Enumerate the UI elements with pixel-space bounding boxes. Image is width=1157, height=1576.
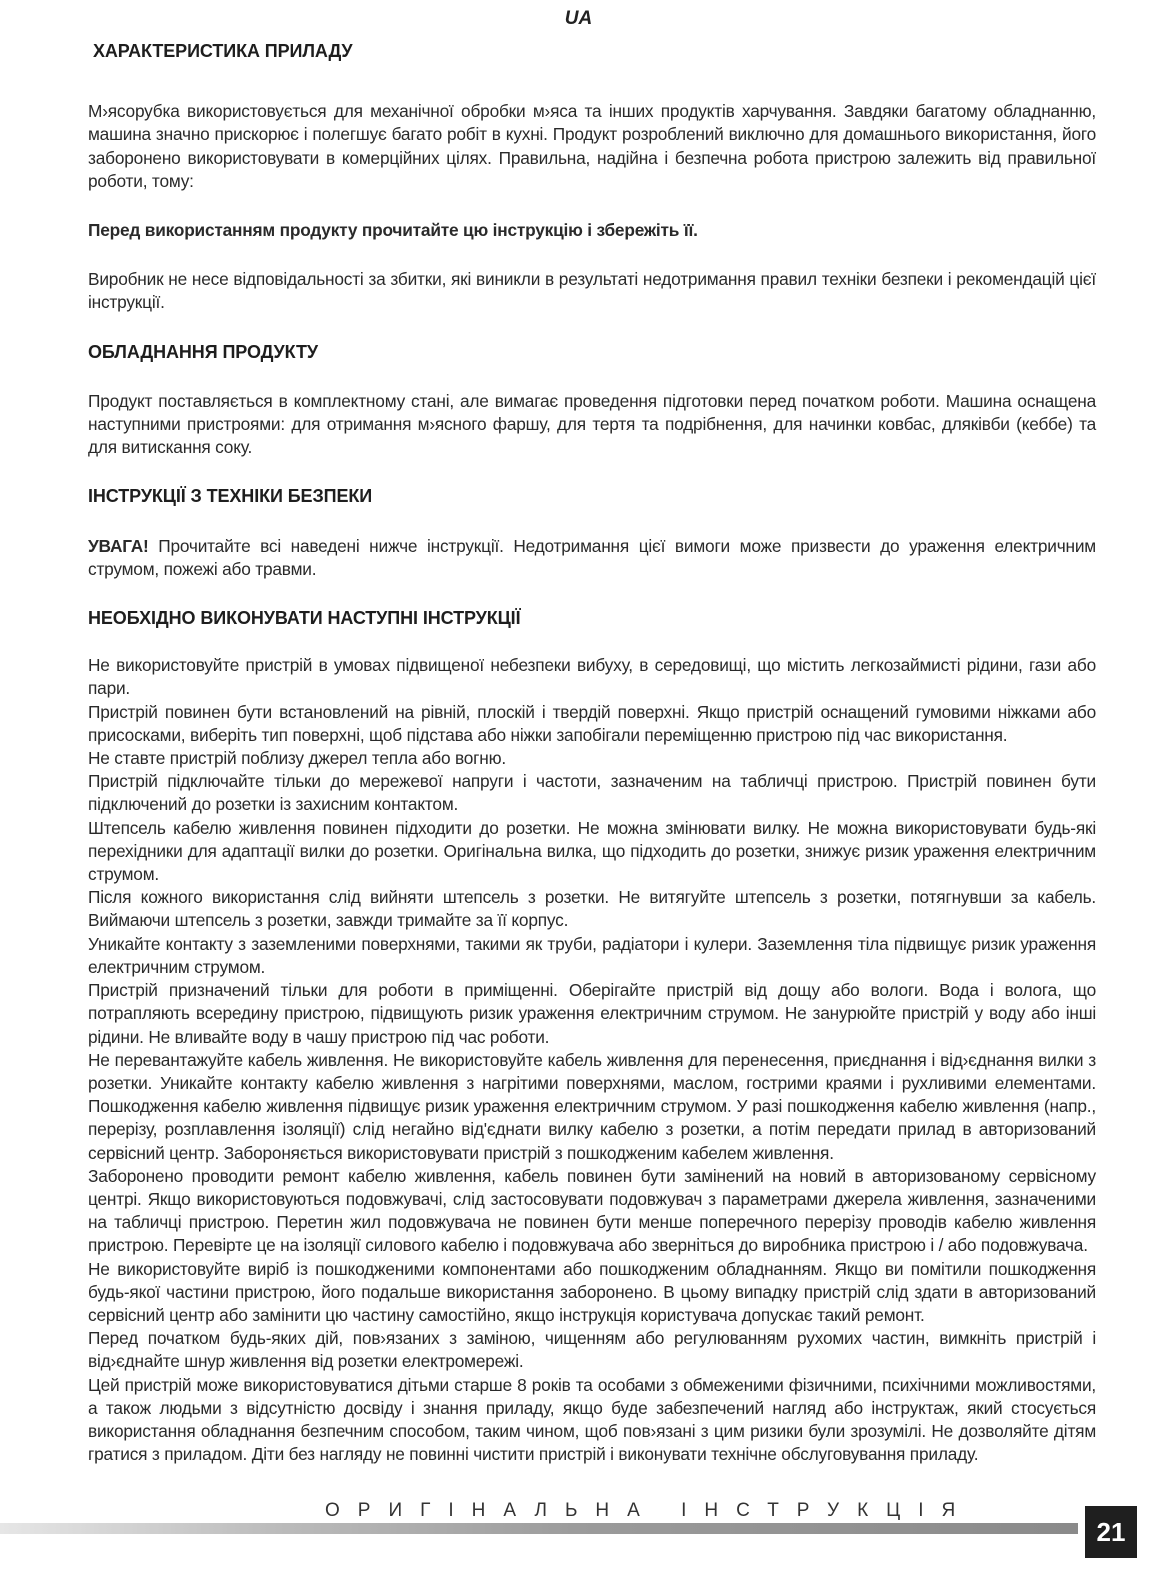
footer-title: ОРИГІНАЛЬНА ІНСТРУКЦІЯ [325, 1500, 974, 1521]
document-body [88, 40, 1096, 1466]
language-label: UA [564, 8, 593, 29]
instruction-item: Цей пристрій може використовуватися дітьми старше 8 років та особами з обмеженими фізичними, психічними можливостями, а також людьми з відсутністю досвіду і знання приладу, якщо буде забезпечений нагляд або інструктаж, який стосується використання обладнання безпечним способом, таким чином, щоб пов›язані з цим ризики були зрозумілі. Не дозволяйте дітям гратися з приладом. Діти без нагляду не повинні чистити пристрій і виконувати технічне обслуговування приладу. [88, 1374, 1096, 1465]
instruction-item: Не використовуйте пристрій в умовах підвищеної небезпеки вибуху, в середовищі, що містить легкозаймисті рідини, гази або пари. [88, 655, 1096, 699]
footer-bar [0, 1523, 1078, 1534]
instructions-list [88, 654, 1096, 1466]
instruction-item: Пристрій підключайте тільки до мережевої напруги і частоти, зазначеним на табличці пристрою. Пристрій повинен бути підключений до розетки із захисним контактом. [88, 771, 1096, 815]
warning-label: УВАГА! [88, 535, 149, 556]
instruction-item: Уникайте контакту з заземленими поверхнями, такими як труби, радіатори і кулери. Заземлення тіла підвищує ризик ураження електричним струмом. [88, 933, 1096, 977]
manufacturer-liability-paragraph: Виробник не несе відповідальності за збитки, які виникли в результаті недотримання правил техніки безпеки і рекомендацій цієї інструкції. [88, 269, 1096, 313]
equipment-paragraph: Продукт поставляється в комплектному стані, але вимагає проведення підготовки перед початком роботи. Машина оснащена наступними пристроями: для отримання м›ясного фаршу, для тертя та подрібнення, для начинки ковбас, дляківби (кеббе) та для витискання соку. [88, 390, 1096, 458]
page-number: 21 [1085, 1506, 1137, 1558]
section-title-characteristics: ХАРАКТЕРИСТИКА ПРИЛАДУ [93, 41, 353, 61]
instruction-item: Не ставте пристрій поблизу джерел тепла або вогню. [88, 748, 506, 769]
section-title-instructions: НЕОБХІДНО ВИКОНУВАТИ НАСТУПНІ ІНСТРУКЦІЇ [88, 608, 521, 629]
instruction-item: Пристрій призначений тільки для роботи в приміщенні. Оберігайте пристрій від дощу або вологи. Вода і волога, що потрапляють всередину пристрою, підвищують ризик ураження електричним струмом. Не занурюйте пристрій у воду або інші рідини. Не вливайте воду в чашу пристрою під час роботи. [88, 980, 1096, 1047]
instruction-item: Заборонено проводити ремонт кабелю живлення, кабель повинен бути замінений на новий в авторизованому сервісному центрі. Якщо використовуються подовжувачі, слід застосовувати подовжувач з параметрами джерела живлення, зазначеними на табличці пристрою. Перетин жил подовжувача не повинен бути менше поперечного перерізу проводів кабелю живлення пристрою. Перевірте це на ізоляції силового кабелю і подовжувача або зверніться до виробника пристрою і / або подовжувача. [88, 1165, 1096, 1256]
warning-text: Прочитайте всі наведені нижче інструкції. Недотримання цієї вимоги може призвести до ураження електричним струмом, пожежі або травми. [88, 535, 1096, 579]
warning-paragraph [88, 535, 1096, 581]
instruction-item: Після кожного використання слід вийняти штепсель з розетки. Не витягуйте штепсель з розетки, потягнувши за кабель. Виймаючи штепсель з розетки, завжди тримайте за її корпус. [88, 887, 1096, 931]
section-title-equipment: ОБЛАДНАННЯ ПРОДУКТУ [88, 341, 318, 362]
characteristics-paragraph: М›ясорубка використовується для механічної обробки м›яса та інших продуктів харчування. Завдяки багатому обладнанню, машина значно прискорює і полегшує багато робіт в кухні. Продукт розроблений виключно для домашнього використання, його заборонено використовувати в комерційних цілях. Правильна, надійна і безпечна робота пристрою залежить від правильної роботи, тому: [88, 101, 1096, 191]
read-instructions-note: Перед використанням продукту прочитайте цю інструкцію і збережіть її. [88, 220, 698, 241]
instruction-item: Не перевантажуйте кабель живлення. Не використовуйте кабель живлення для перенесення, приєднання і від›єднання вилки з розетки. Уникайте контакту кабелю живлення з нагрітими поверхнями, маслом, гострими краями і рухливими елементами. Пошкодження кабелю живлення підвищує ризик ураження електричним струмом. У разі пошкодження кабелю живлення (напр., перерізу, розплавлення ізоляції) слід негайно від'єднати вилку кабелю з розетки, а потім передати прилад в авторизований сервісний центр. Забороняється використовувати пристрій з пошкодженим кабелем живлення. [88, 1049, 1096, 1163]
instruction-item: Перед початком будь-яких дій, пов›язаних з заміною, чищенням або регулюванням рухомих частин, вимкніть пристрій і від›єднайте шнур живлення від розетки електромережі. [88, 1328, 1096, 1372]
instruction-item: Штепсель кабелю живлення повинен підходити до розетки. Не можна змінювати вилку. Не можна використовувати будь-які перехідники для адаптації вилки до розетки. Оригінальна вилка, що підходить до розетки, знижує ризик ураження електричним струмом. [88, 817, 1096, 885]
instruction-item: Не використовуйте виріб із пошкодженими компонентами або пошкодженим обладнанням. Якщо ви помітили пошкодження будь-якої частини пристрою, його подальше використання заборонено. В цьому випадку пристрій слід здати в авторизований сервісний центр або замінити цю частину самостійно, якщо інструкція користувача допускає такий ремонт. [88, 1258, 1096, 1325]
section-title-safety: ІНСТРУКЦІЇ З ТЕХНІКИ БЕЗПЕКИ [88, 486, 373, 507]
instruction-item: Пристрій повинен бути встановлений на рівній, плоскій і твердій поверхні. Якщо пристрій оснащений гумовими ніжками або присосками, виберіть тип поверхні, щоб підстава або ніжки запобігали переміщенню пристрою під час використання. [88, 701, 1096, 745]
